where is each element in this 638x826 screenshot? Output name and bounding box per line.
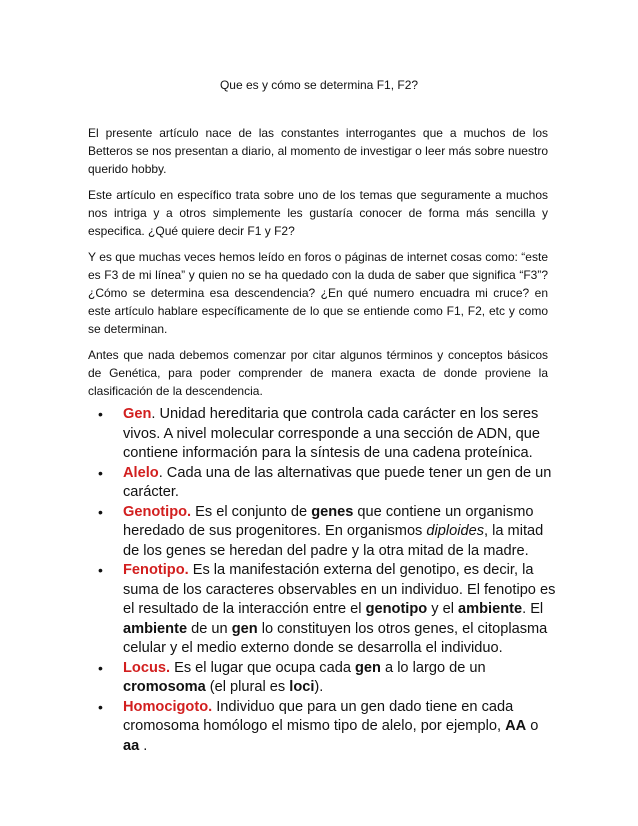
paragraph-intro: El presente artículo nace de las constantes interrogantes que a muchos de los Betteros se nos presentan a diario, al momento de investigar o leer más sobre nuestro querido hobby. (88, 126, 548, 176)
document-body (88, 124, 548, 408)
document-title: Que es y cómo se determina F1, F2? (219, 78, 419, 92)
bullet-icon: • (98, 698, 103, 715)
bold-word: AA (505, 718, 527, 734)
bold-word: ambiente (123, 620, 188, 637)
term-genotipo: Genotipo. (123, 503, 192, 520)
bold-word: genotipo (365, 601, 428, 617)
definition-text: ). (314, 679, 324, 695)
list-item-gen (98, 405, 558, 464)
definition-text: a lo largo de un (380, 659, 486, 676)
bold-word: gen (355, 659, 381, 676)
paragraph-concepts: Antes que nada debemos comenzar por citar algunos términos y conceptos básicos de Genética, para poder comprender de manera exacta de donde proviene la clasificación de la descendencia. (88, 348, 548, 398)
definition-text: , la mitad de los genes se heredan del padre y la otra mitad de la madre. (123, 523, 544, 559)
bold-word: loci (289, 679, 315, 695)
bold-word: ambiente (458, 601, 523, 617)
genetics-terms-list (98, 405, 558, 756)
bold-word: genes (311, 503, 354, 520)
bold-word: cromosoma (123, 679, 206, 695)
bullet-icon: • (98, 562, 103, 578)
definition-text: . El (522, 601, 544, 617)
list-item-homocigoto (98, 698, 558, 757)
list-item-genotipo (98, 503, 558, 562)
italic-word: diploides (426, 523, 485, 539)
bullet-icon: • (98, 464, 103, 481)
term-locus: Locus. (123, 659, 171, 676)
list-item-locus (98, 659, 558, 698)
definition-text: Es el lugar que ocupa cada (170, 659, 356, 676)
definition-text: . (139, 737, 148, 754)
bullet-icon: • (98, 406, 103, 422)
definition-alelo: . Cada una de las alternativas que puede tener un gen de un carácter. (123, 464, 552, 500)
definition-text: Individuo que para un gen dado tiene en cada cromosoma homólogo el mismo tipo de alelo, por ejemplo, (123, 698, 514, 734)
definition-text: y el (427, 601, 459, 617)
definition-text: (el plural es (205, 679, 290, 695)
paragraph-topic: Este artículo en específico trata sobre uno de los temas que seguramente a muchos nos intriga y a otros simplemente les gustaría conocer de forma más sencilla y especifica. ¿Qué quiere decir F1 y F2? (88, 188, 548, 238)
definition-gen: . Unidad hereditaria que controla cada carácter en los seres vivos. A nivel molecular corresponde a una sección de ADN, que contiene información para la síntesis de una cadena proteínica. (123, 406, 540, 461)
bold-word: aa (123, 737, 140, 754)
definition-text: lo constituyen los otros genes, el citoplasma celular y el medio externo donde se desarrolla el individuo. (123, 620, 548, 656)
definition-text: Es la manifestación externa del genotipo, es decir, la suma de los caracteres observables en un individuo. El fenotipo es el resultado de la interacción entre el (123, 562, 556, 617)
definition-text: Es el conjunto de (191, 503, 312, 520)
definition-text: o (526, 718, 539, 734)
definition-text: de un (187, 620, 232, 637)
definition-text: que contiene un organismo heredado de sus progenitores. En organismos (123, 503, 534, 539)
list-item-fenotipo (98, 561, 558, 659)
term-alelo: Alelo (123, 464, 159, 481)
bullet-icon: • (98, 503, 103, 520)
term-gen: Gen (123, 406, 152, 422)
paragraph-question: Y es que muchas veces hemos leído en foros o páginas de internet cosas como: “este es F3 de mi línea” y quien no se ha quedado con la duda de saber que significa “F3”? ¿Cómo se determina esa descendencia? ¿En qué numero encuadra mi cruce? en este artículo hablare específicamente de lo que se entiende como F1, F2, etc y como se determinan. (88, 250, 548, 336)
bold-word: gen (231, 620, 258, 637)
list-item-alelo (98, 464, 558, 503)
term-fenotipo: Fenotipo. (123, 562, 189, 578)
bullet-icon: • (98, 659, 103, 676)
term-homocigoto: Homocigoto. (123, 698, 213, 715)
